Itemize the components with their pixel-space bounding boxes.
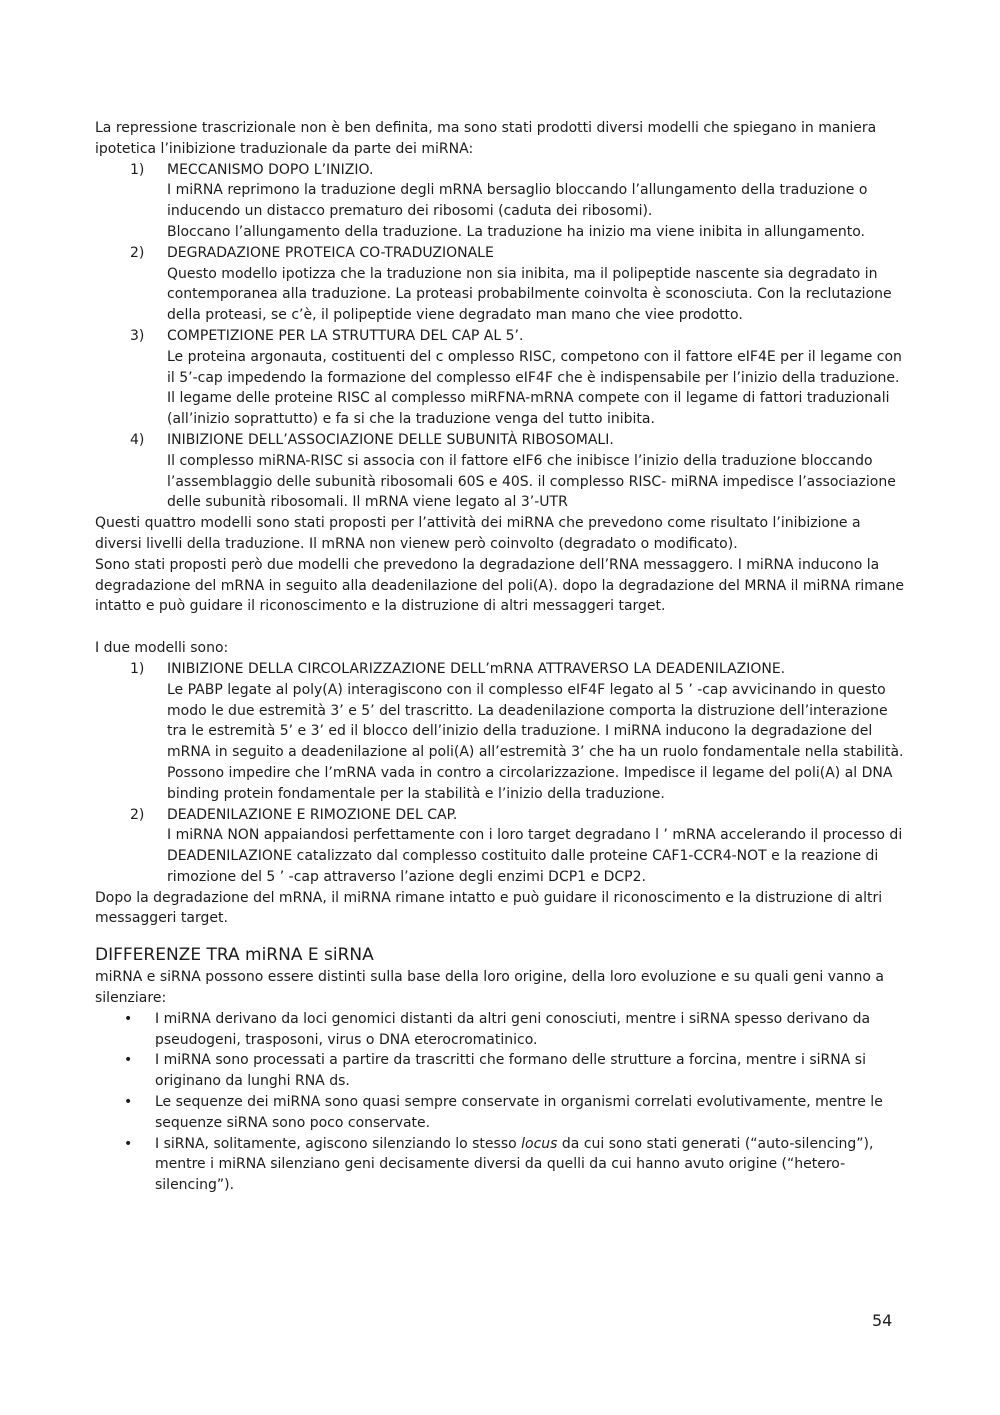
item-text: Il complesso miRNA-RISC si associa con il fattore eIF6 che inibisce l’inizio della traduzione bloccando l’assemblaggio delle subunità ribosomali 60S e 40S. il complesso RISC- miRNA impedisce l’associazione delle subunità ribosomali. Il mRNA viene legato al 3’-UTR (167, 452, 896, 511)
list-item (95, 326, 910, 430)
bullet-text: Le sequenze dei miRNA sono quasi sempre conservate in organismi correlati evolutivamente, mentre le sequenze siRNA sono poco conservate. (155, 1094, 883, 1131)
list-item (95, 1134, 910, 1196)
item-title: COMPETIZIONE PER LA STRUTTURA DEL CAP AL 5’. (167, 327, 524, 344)
item-title: INIBIZIONE DELLA CIRCOLARIZZAZIONE DELL’mRNA ATTRAVERSO LA DEADENILAZIONE. (167, 660, 786, 677)
item-text: Questo modello ipotizza che la traduzione non sia inibita, ma il polipeptide nascente sia degradato in contemporanea alla traduzione. La proteasi probabilmente coinvolta è sconosciuta. Con la reclutazione della proteasi, se c’è, il polipeptide viene degradato man mano che viee prodotto. (167, 265, 892, 324)
bullet-text: I siRNA, solitamente, agiscono silenziando lo stesso (155, 1135, 522, 1152)
list-item (95, 805, 910, 888)
models-list-a (95, 160, 910, 514)
list-item (95, 430, 910, 513)
differences-list (95, 1009, 910, 1196)
list-item (95, 1092, 910, 1134)
bullet-text: da cui sono stati generati (“auto-silencing”), mentre i miRNA silenziano geni decisamente diversi da quelli da cui hanno avuto origine (“hetero-silencing”). (155, 1135, 874, 1194)
page-number: 54 (872, 1311, 893, 1330)
item-number: 3) (130, 327, 145, 344)
bullet-icon: • (124, 1094, 133, 1111)
item-number: 2) (130, 244, 145, 261)
section-heading: DIFFERENZE TRA miRNA E siRNA (95, 945, 374, 966)
item-number: 1) (130, 161, 145, 178)
list-item (95, 1050, 910, 1092)
bullet-icon: • (124, 1010, 133, 1027)
bullet-icon: • (124, 1052, 133, 1069)
item-number: 4) (130, 431, 145, 448)
item-text: I miRNA reprimono la traduzione degli mRNA bersaglio bloccando l’allungamento della traduzione o inducendo un distacco prematuro dei ribosomi (caduta dei ribosomi). (167, 182, 868, 220)
page-content (95, 118, 910, 1196)
two-models-intro: I due modelli sono: (95, 640, 229, 657)
section-intro: miRNA e siRNA possono essere distinti sulla base della loro origine, della loro evoluzione e su quali geni vanno a silenziare: (95, 969, 884, 1007)
item-text: Bloccano l’allungamento della traduzione. La traduzione ha inizio ma viene inibita in allungamento. (167, 223, 866, 240)
bullet-text: I miRNA derivano da loci genomici distanti da altri geni conosciuti, mentre i siRNA spesso derivano da pseudogeni, trasposoni, virus o DNA eterocromatinico. (155, 1010, 871, 1048)
summary-paragraph: Questi quattro modelli sono stati proposti per l’attività dei miRNA che prevedono come risultato l’inibizione a diversi livelli della traduzione. Il mRNA non vienew però coinvolto (degradato o modificato). (95, 515, 861, 552)
italic-term: locus (521, 1135, 558, 1152)
list-item (95, 160, 910, 243)
item-title: MECCANISMO DOPO L’INIZIO. (167, 161, 374, 178)
item-title: INIBIZIONE DELL’ASSOCIAZIONE DELLE SUBUNITÀ RIBOSOMALI. (167, 431, 614, 448)
item-text: I miRNA NON appaiandosi perfettamente con i loro target degradano l ’ mRNA accelerando il processo di DEADENILAZIONE catalizzato dal complesso costituito dalle proteine CAF1-CCR4-NOT e la reazione di rimozione del 5 ’ -cap attraverso l’azione degli enzimi DCP1 e DCP2. (167, 827, 903, 885)
bullet-text: I miRNA sono processati a partire da trascritti che formano delle strutture a forcina, mentre i siRNA si originano da lunghi RNA ds. (155, 1052, 866, 1090)
degradation-paragraph: Sono stati proposti però due modelli che prevedono la degradazione dell’RNA messaggero. I miRNA inducono la degradazione del mRNA in seguito alla deadenilazione del poli(A). dopo la degradazione del MRNA il miRNA rimane intatto e può guidare il riconoscimento e la distruzione di altri messaggeri target. (95, 556, 904, 615)
list-item (95, 1009, 910, 1051)
item-title: DEGRADAZIONE PROTEICA CO-TRADUZIONALE (167, 244, 494, 261)
bullet-icon: • (124, 1135, 133, 1152)
item-title: DEADENILAZIONE E RIMOZIONE DEL CAP. (167, 806, 458, 823)
conclusion-paragraph: Dopo la degradazione del mRNA, il miRNA rimane intatto e può guidare il riconoscimento e la distruzione di altri messaggeri target. (95, 889, 883, 927)
spacer (95, 617, 910, 638)
models-list-b (95, 659, 910, 888)
item-number: 2) (130, 806, 145, 823)
intro-paragraph: La repressione trascrizionale non è ben definita, ma sono stati prodotti diversi modelli che spiegano in maniera ipotetica l’inibizione traduzionale da parte dei miRNA: (95, 120, 877, 157)
item-text: Le proteina argonauta, costituenti del c omplesso RISC, competono con il fattore eIF4E per il legame con il 5’-cap impedendo la formazione del complesso eIF4F che è indispensabile per l’inizio della traduzione. Il legame delle proteine RISC al complesso miRFNA-mRNA compete con il legame di fattori traduzionali (all’inizio soprattutto) e fa si che la traduzione venga del tutto inibita. (167, 348, 902, 428)
item-number: 1) (130, 660, 145, 677)
list-item (95, 243, 910, 326)
list-item (95, 659, 910, 805)
item-text: Le PABP legate al poly(A) interagiscono con il complesso eIF4F legato al 5 ’ -cap avvicinando in questo modo le due estremità 3’ e 5’ del trascritto. La deadenilazione comporta la distruzione dell’interazione tra le estremità 5’ e 3’ ed il blocco dell’inizio della traduzione. I miRNA inducono la degradazione del mRNA in seguito a deadenilazione al poli(A) all’estremità 3’ che ha un ruolo fondamentale nella stabilità. Possono impedire che l’mRNA vada in contro a circolarizzazione. Impedisce il legame del poli(A) al DNA binding protein fondamentale per la stabilità e l’inizio della traduzione. (167, 681, 904, 802)
